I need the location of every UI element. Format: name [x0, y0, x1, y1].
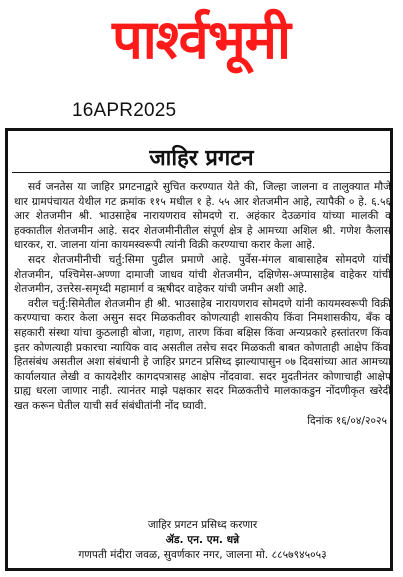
advocate-name: ॲड. एन. एम. धन्ने: [165, 534, 240, 546]
notice-paragraph: सर्व जनतेस या जाहिर प्रगटनाद्वारे सुचित करण्यात येते की, जिल्हा जालना व तालुक्यात मौजे थार ग्रामपंचायत येथील गट क्रमांक ११५ मधील १ हे. ५५ आर शेतजमीन आहे, त्यापैकी ० हे. ६.५६ आर शेतजमीन श्री. भाउसाहेब नारायणराव सोमदणे रा. अहंकार देउळगांव यांच्या मालकी व हक्कातील शेतजमीन आहे. सदर शेतजमीनीतील संपूर्ण क्षेत्र हे आमच्या अशिल श्री. गणेश कैलास धारकर, रा. जालना यांना कायमस्वरूपी त्यांनी विक्री करण्याचा करार केला आहे.: [14, 181, 391, 252]
signature-block: [14, 518, 391, 563]
advocate-address: गणपती मंदीरा जवळ, सुवर्णकार नगर, जालना मो. ८८५७९४५०५३: [78, 549, 327, 561]
signature-line1: जाहिर प्रगटन प्रसिध्द करणार: [147, 519, 258, 531]
publication-date: 16APR2025: [72, 100, 177, 121]
notice-paragraph: वरील चर्तु:सिमेतील शेतजमीन ही श्री. भाउसाहेब नारायणराव सोमदणे यांनी कायमस्वरूपी विक्री करण्याचा करार केला असुन सदर मिळकतीवर कोणत्याही शासकीय किंवा निमशासकीय, बँक व सहकारी संस्था यांचा कुठलाही बोजा, गहाण, तारण किंवा बक्षिस किंवा अन्यप्रकारे हस्तांतरण किंवा इतर कोणत्याही प्रकारचा न्यायिक वाद असतील तसेच सदर मिळकती बाबत कोणताही आक्षेप किंवा हितसंबंध असतील अशा संबंधानी हे जाहिर प्रगटन प्रसिध्द झाल्यापासुन ०७ दिवसांच्या आत आमच्या कार्यालयात लेखी व कायदेशीर कागदपत्रासह आक्षेप नोंदवावा. सदर मुदतीनंतर कोणाचाही आक्षेप ग्राह्य धरला जाणार नाही. त्यानंतर माझे पक्षकार सदर मिळकतीचे मालकाकडुन नोंदणीकृत खरेदी खत करून घेतील याची सर्व संबंधीतांनी नोंद घ्यावी.: [14, 297, 391, 412]
notice-date: दिनांक १६/०४/२०२५: [307, 414, 387, 427]
notice-paragraph: सदर शेतजमीनीची चर्तु:सिमा पुढील प्रमाणे आहे. पुर्वेस-मंगल बाबासाहेब सोमदणे यांची शेतजमीन, पश्चिमेस-अण्णा दामाजी जाधव यांची शेतजमीन, दक्षिणेस-अप्पासाहेब वाहेकर यांची शेतजमीन, उत्तरेस-समृध्दी महामार्ग व ऋषीदर वाहेकर यांची जमीन अशी आहे.: [14, 253, 391, 296]
newspaper-masthead: [56, 4, 346, 76]
notice-body: [14, 180, 391, 428]
notice-title: जाहिर प्रगटन: [149, 146, 254, 171]
masthead-title: पार्श्वभूमी: [112, 8, 290, 71]
title-divider: [12, 172, 391, 173]
